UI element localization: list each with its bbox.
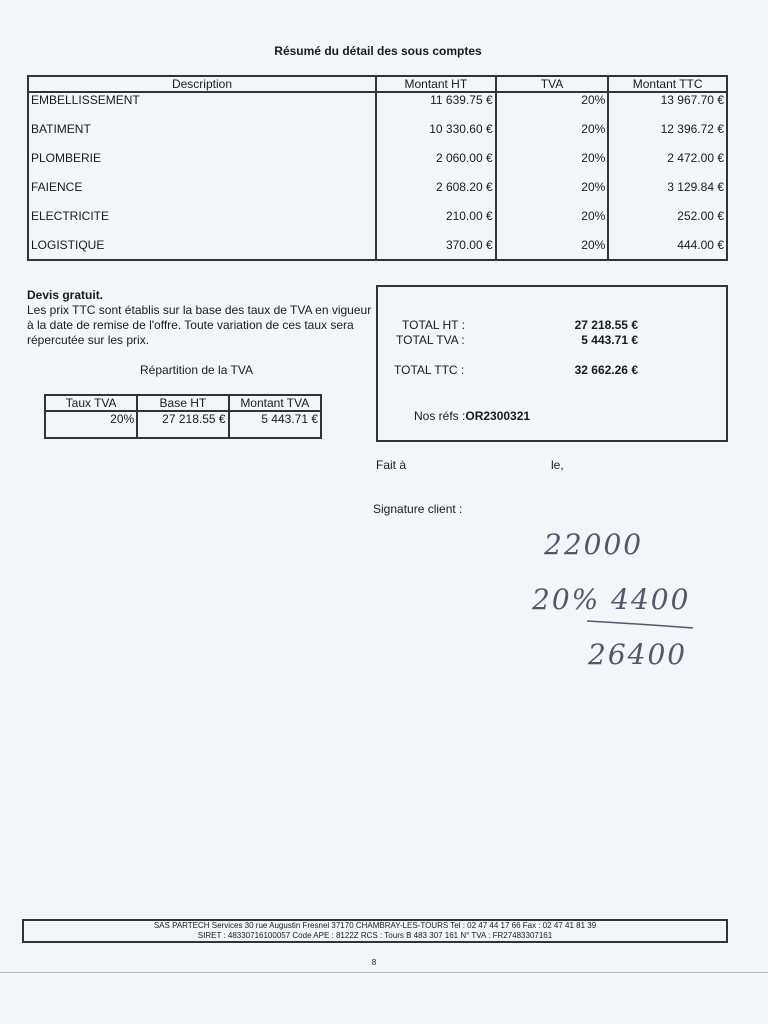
footer-line-1: SAS PARTECH Services 30 rue Augustin Fresnel 37170 CHAMBRAY-LES-TOURS Tel : 02 47 44 17 66 Fax : 02 47 41 81 39 — [153, 921, 597, 930]
total-ttc-label: TOTAL TTC : — [394, 363, 465, 377]
repartition-tva-table — [44, 394, 322, 439]
table-row — [28, 180, 727, 209]
signature-label: Signature client : — [373, 502, 463, 516]
row-tva: 20% — [496, 238, 609, 260]
row-montant-ttc: 3 129.84 € — [608, 180, 727, 209]
row-montant-ttc: 13 967.70 € — [608, 92, 727, 122]
table-row — [28, 92, 727, 122]
notes-heading: Devis gratuit. — [27, 288, 104, 302]
notes-body: Les prix TTC sont établis sur la base des taux de TVA en vigueur à la date de remise de l'offre. Toute variation de ces taux sera répercutée sur les prix. — [27, 303, 372, 347]
taux-tva-value: 20% — [45, 411, 137, 438]
handwritten-line-1: 22000 — [544, 528, 644, 561]
col-tva: TVA — [496, 76, 609, 92]
row-montant-ht: 370.00 € — [376, 238, 496, 260]
refs-value: OR2300321 — [465, 409, 531, 423]
refs-line — [414, 409, 530, 423]
row-description: LOGISTIQUE — [28, 238, 376, 260]
total-ttc-value: 32 662.26 € — [574, 363, 638, 377]
row-montant-ttc: 2 472.00 € — [608, 151, 727, 180]
row-description: PLOMBERIE — [28, 151, 376, 180]
row-montant-ht: 11 639.75 € — [376, 92, 496, 122]
row-description: FAIENCE — [28, 180, 376, 209]
table-row — [28, 122, 727, 151]
handwritten-line-3: 26400 — [588, 638, 688, 671]
row-tva: 20% — [496, 209, 609, 238]
row-montant-ht: 2 060.00 € — [376, 151, 496, 180]
row-tva: 20% — [496, 122, 609, 151]
page-title: Résumé du détail des sous comptes — [274, 44, 482, 58]
table-header-row — [28, 76, 727, 92]
total-tva-label: TOTAL TVA : — [396, 333, 465, 347]
total-ht-value: 27 218.55 € — [574, 318, 638, 332]
row-tva: 20% — [496, 92, 609, 122]
row-montant-ht: 2 608.20 € — [376, 180, 496, 209]
page-bottom-rule — [0, 972, 768, 973]
row-montant-ttc: 12 396.72 € — [608, 122, 727, 151]
total-ht-label: TOTAL HT : — [402, 318, 465, 332]
row-tva: 20% — [496, 180, 609, 209]
row-montant-ttc: 252.00 € — [608, 209, 727, 238]
row-montant-ttc: 444.00 € — [608, 238, 727, 260]
page-number: 8 — [371, 958, 377, 967]
col-montant-ttc: Montant TTC — [608, 76, 727, 92]
table-header-row — [45, 395, 321, 411]
refs-label: Nos réfs : — [414, 409, 466, 423]
fait-a-label: Fait à — [376, 458, 407, 472]
footer-line-2: SIRET : 48330716100057 Code APE : 8122Z RCS : Tours B 483 307 161 N° TVA : FR27483307161 — [197, 931, 553, 940]
row-description: BATIMENT — [28, 122, 376, 151]
table-row — [28, 238, 727, 260]
devis-notes — [27, 288, 377, 348]
row-montant-ht: 210.00 € — [376, 209, 496, 238]
col-montant-tva: Montant TVA — [229, 395, 321, 411]
col-montant-ht: Montant HT — [376, 76, 496, 92]
table-row — [28, 151, 727, 180]
montant-tva-value: 5 443.71 € — [229, 411, 321, 438]
repartition-title: Répartition de la TVA — [140, 363, 253, 377]
col-base-ht: Base HT — [137, 395, 228, 411]
col-description: Description — [28, 76, 376, 92]
col-taux-tva: Taux TVA — [45, 395, 137, 411]
row-tva: 20% — [496, 151, 609, 180]
company-footer — [22, 919, 728, 943]
base-ht-value: 27 218.55 € — [137, 411, 228, 438]
handwritten-line-2: 20% 4400 — [532, 583, 691, 616]
table-row — [45, 411, 321, 438]
totals-box — [376, 285, 728, 442]
row-description: ELECTRICITE — [28, 209, 376, 238]
row-montant-ht: 10 330.60 € — [376, 122, 496, 151]
table-row — [28, 209, 727, 238]
sous-comptes-table — [27, 75, 728, 261]
handwritten-underline — [585, 618, 695, 630]
le-label: le, — [551, 458, 564, 472]
total-tva-value: 5 443.71 € — [581, 333, 638, 347]
row-description: EMBELLISSEMENT — [28, 92, 376, 122]
